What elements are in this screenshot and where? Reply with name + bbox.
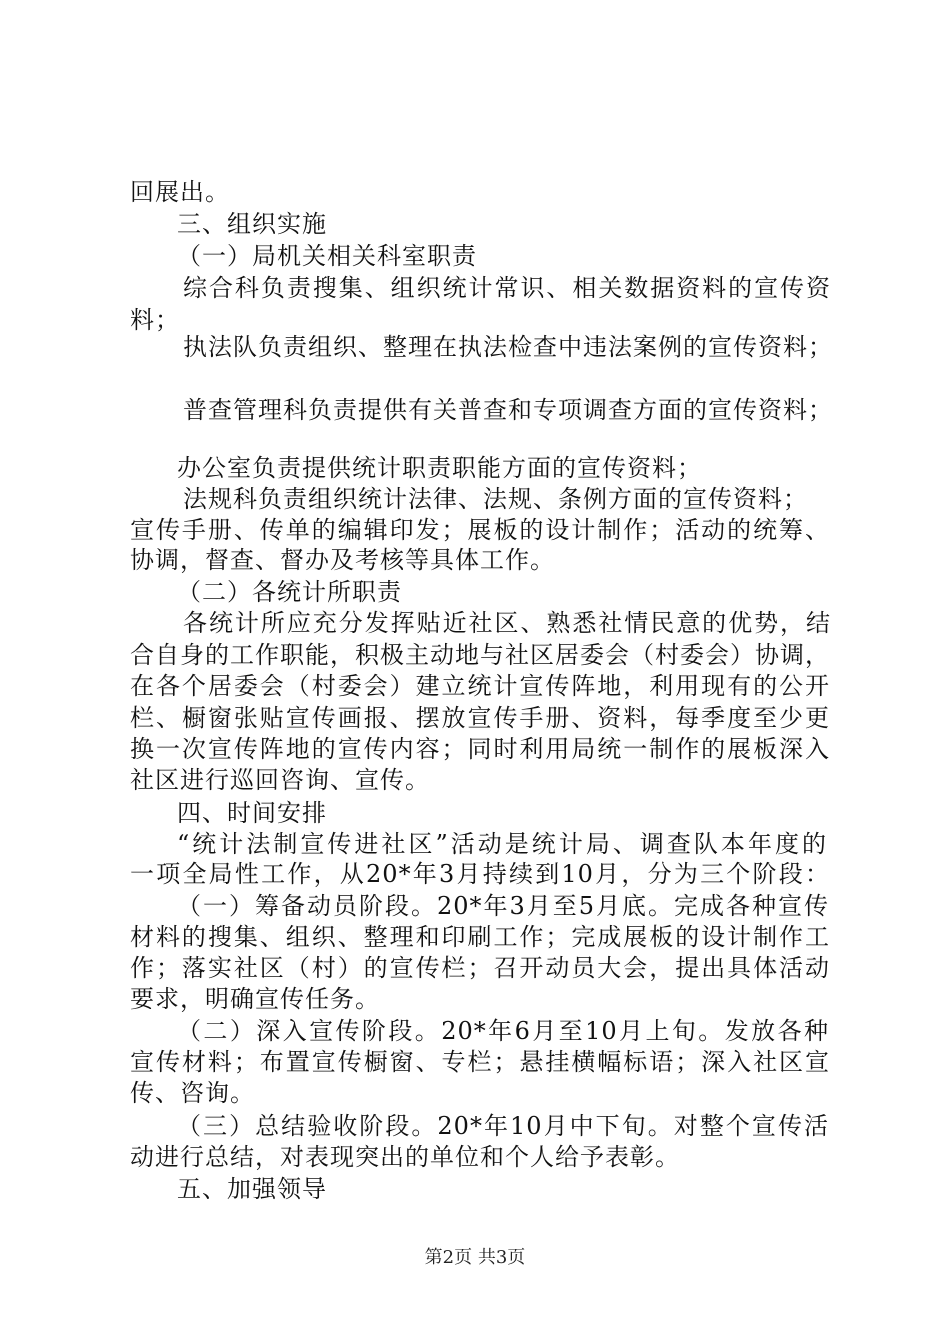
section-heading: 五、加强领导 bbox=[177, 1175, 327, 1203]
paragraph-line: 作；落实社区（村）的宣传栏；召开动员大会，提出具体活动 bbox=[130, 954, 830, 982]
paragraph-line: 动进行总结，对表现突出的单位和个人给予表彰。 bbox=[130, 1143, 680, 1171]
paragraph-line: 社区进行巡回咨询、宣传。 bbox=[130, 766, 430, 794]
paragraph-line: 各统计所应充分发挥贴近社区、熟悉社情民意的优势，结 bbox=[183, 609, 831, 637]
paragraph-line: 综合科负责搜集、组织统计常识、相关数据资料的宣传资 bbox=[183, 274, 831, 302]
subsection-heading: （一）局机关相关科室职责 bbox=[177, 242, 477, 270]
paragraph-line: 回展出。 bbox=[130, 178, 230, 206]
paragraph-line: 执法队负责组织、整理在执法检查中违法案例的宣传资料； bbox=[183, 333, 833, 361]
section-heading: 四、时间安排 bbox=[177, 799, 327, 827]
paragraph-line: 料； bbox=[130, 306, 180, 334]
paragraph-line: 换一次宣传阵地的宣传内容；同时利用局统一制作的展板深入 bbox=[130, 735, 830, 763]
subsection-heading: （二）各统计所职责 bbox=[177, 578, 402, 606]
paragraph-line: （二）深入宣传阶段。20*年6月至10月上旬。发放各种 bbox=[177, 1017, 829, 1045]
paragraph-line: 传、咨询。 bbox=[130, 1079, 255, 1107]
paragraph-line: 栏、橱窗张贴宣传画报、摆放宣传手册、资料，每季度至少更 bbox=[130, 704, 830, 732]
page-footer: 第2页 共3页 bbox=[424, 1247, 526, 1268]
paragraph-line: 合自身的工作职能，积极主动地与社区居委会（村委会）协调， bbox=[130, 641, 830, 669]
paragraph-line: 宣传手册、传单的编辑印发；展板的设计制作；活动的统筹、 bbox=[130, 516, 830, 544]
paragraph-line: 法规科负责组织统计法律、法规、条例方面的宣传资料； bbox=[183, 485, 808, 513]
paragraph-line: 材料的搜集、组织、整理和印刷工作；完成展板的设计制作工 bbox=[130, 923, 830, 951]
paragraph-line: （三）总结验收阶段。20*年10月中下旬。对整个宣传活 bbox=[177, 1112, 829, 1140]
paragraph-line: 在各个居委会（村委会）建立统计宣传阵地，利用现有的公开 bbox=[130, 672, 830, 700]
paragraph-line: 一项全局性工作，从20*年3月持续到10月，分为三个阶段： bbox=[130, 860, 830, 888]
section-heading: 三、组织实施 bbox=[177, 210, 327, 238]
paragraph-line: 普查管理科负责提供有关普查和专项调查方面的宣传资料； bbox=[183, 396, 833, 424]
paragraph-line: 宣传材料；布置宣传橱窗、专栏；悬挂横幅标语；深入社区宣 bbox=[130, 1048, 830, 1076]
paragraph-line: 协调，督查、督办及考核等具体工作。 bbox=[130, 546, 555, 574]
paragraph-line: （一）筹备动员阶段。20*年3月至5月底。完成各种宣传 bbox=[177, 892, 829, 920]
paragraph-line: “统计法制宣传进社区”活动是统计局、调查队本年度的 bbox=[177, 830, 827, 858]
paragraph-line: 要求，明确宣传任务。 bbox=[130, 985, 380, 1013]
paragraph-line: 办公室负责提供统计职责职能方面的宣传资料； bbox=[177, 454, 702, 482]
